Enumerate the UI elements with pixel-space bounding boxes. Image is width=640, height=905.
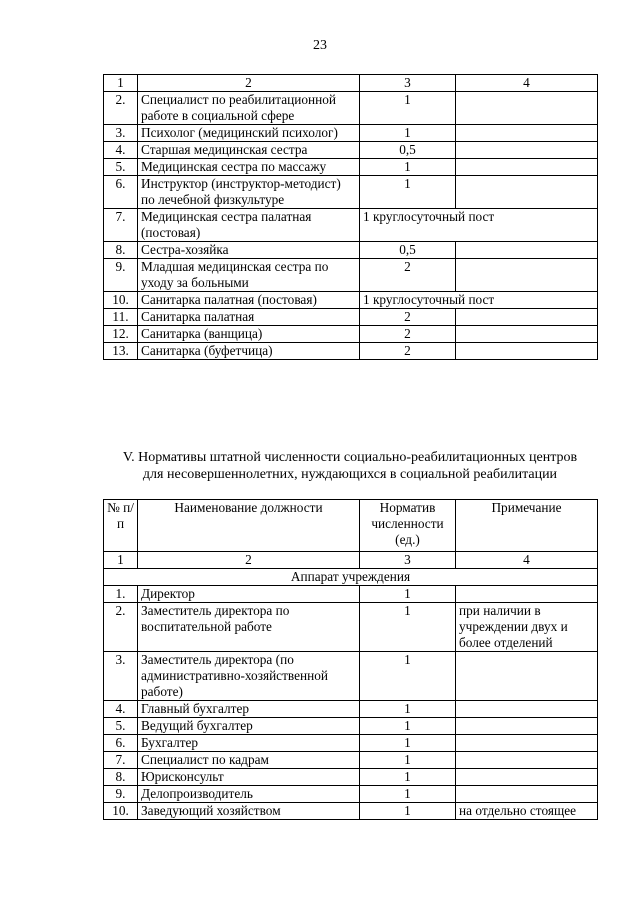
table-row: [104, 652, 598, 701]
position-name: Заведующий хозяйством: [138, 803, 360, 820]
table2-group-row: [104, 569, 598, 586]
table-row: [104, 718, 598, 735]
row-number: 10.: [104, 292, 138, 309]
note: на отдельно стоящее: [456, 803, 598, 820]
table2-header-norm: Норматив численности (ед.): [360, 500, 456, 552]
row-number: 12.: [104, 326, 138, 343]
table2-col-1: 1: [104, 552, 138, 569]
staff-norm: 1: [360, 752, 456, 769]
row-number: 3.: [104, 652, 138, 701]
table-row: [104, 176, 598, 209]
note: [456, 769, 598, 786]
table-row: [104, 142, 598, 159]
table-row: [104, 326, 598, 343]
position-name: Младшая медицинская сестра по уходу за больными: [138, 259, 360, 292]
table2-body: [104, 500, 598, 820]
note: [456, 735, 598, 752]
note: [456, 718, 598, 735]
position-name: Заместитель директора (по административно-хозяйственной работе): [138, 652, 360, 701]
table1-col-3: 3: [360, 75, 456, 92]
table1-col-2: 2: [138, 75, 360, 92]
table2-col-2: 2: [138, 552, 360, 569]
staff-norm: 1: [360, 803, 456, 820]
staff-norm: 1: [360, 769, 456, 786]
position-name: Медицинская сестра по массажу: [138, 159, 360, 176]
position-name: Инструктор (инструктор-методист) по лечебной физкультуре: [138, 176, 360, 209]
table1-col-4: 4: [456, 75, 598, 92]
position-name: Санитарка (ванщица): [138, 326, 360, 343]
position-name: Делопроизводитель: [138, 786, 360, 803]
position-name: Психолог (медицинский психолог): [138, 125, 360, 142]
row-number: 5.: [104, 159, 138, 176]
row-number: 11.: [104, 309, 138, 326]
note: [456, 259, 598, 292]
table2-header-note: Примечание: [456, 500, 598, 552]
group-heading: Аппарат учреждения: [104, 569, 598, 586]
note: [456, 701, 598, 718]
note: [456, 125, 598, 142]
page-number: 23: [313, 38, 327, 53]
note: [456, 326, 598, 343]
staffing-table-continued: [103, 74, 598, 360]
staff-norm: 1: [360, 701, 456, 718]
table-row: [104, 735, 598, 752]
table1-col-1: 1: [104, 75, 138, 92]
merged-norm: 1 круглосуточный пост: [360, 292, 598, 309]
position-name: Медицинская сестра палатная (постовая): [138, 209, 360, 242]
table2-column-numbering: [104, 552, 598, 569]
table-row: [104, 242, 598, 259]
note: [456, 652, 598, 701]
staff-norm: 0,5: [360, 242, 456, 259]
position-name: Специалист по кадрам: [138, 752, 360, 769]
row-number: 7.: [104, 752, 138, 769]
position-name: Санитарка палатная: [138, 309, 360, 326]
row-number: 3.: [104, 125, 138, 142]
table-row: [104, 159, 598, 176]
staff-norm: 2: [360, 259, 456, 292]
position-name: Юрисконсульт: [138, 769, 360, 786]
table-row: [104, 603, 598, 652]
position-name: Ведущий бухгалтер: [138, 718, 360, 735]
row-number: 7.: [104, 209, 138, 242]
staff-norm: 1: [360, 603, 456, 652]
section-heading-line-1: V. Нормативы штатной численности социально-реабилитационных центров: [122, 450, 578, 465]
staff-norm: 1: [360, 652, 456, 701]
note: [456, 752, 598, 769]
row-number: 5.: [104, 718, 138, 735]
table2-col-4: 4: [456, 552, 598, 569]
table-row: [104, 701, 598, 718]
section-heading-line-2: для несовершеннолетних, нуждающихся в социальной реабилитации: [142, 467, 558, 482]
table-row: [104, 803, 598, 820]
note: [456, 159, 598, 176]
staff-norm: 0,5: [360, 142, 456, 159]
staff-norm: 1: [360, 718, 456, 735]
row-number: 1.: [104, 586, 138, 603]
table-row: [104, 769, 598, 786]
position-name: Сестра-хозяйка: [138, 242, 360, 259]
staff-norm: 1: [360, 735, 456, 752]
staff-norm: 2: [360, 326, 456, 343]
note: при наличии в учреждении двух и более отделений: [456, 603, 598, 652]
staff-norm: 1: [360, 159, 456, 176]
position-name: Старшая медицинская сестра: [138, 142, 360, 159]
note: [456, 92, 598, 125]
position-name: Санитарка палатная (постовая): [138, 292, 360, 309]
staff-norm: 1: [360, 92, 456, 125]
table-row: [104, 586, 598, 603]
row-number: 6.: [104, 735, 138, 752]
row-number: 13.: [104, 343, 138, 360]
row-number: 4.: [104, 142, 138, 159]
position-name: Санитарка (буфетчица): [138, 343, 360, 360]
table2-header-row: [104, 500, 598, 552]
table1-body: [104, 75, 598, 360]
position-name: Бухгалтер: [138, 735, 360, 752]
table-row: [104, 209, 598, 242]
table2-header-position: Наименование должности: [138, 500, 360, 552]
note: [456, 242, 598, 259]
table-row: [104, 752, 598, 769]
row-number: 9.: [104, 786, 138, 803]
table-row: [104, 125, 598, 142]
staff-norm: 2: [360, 309, 456, 326]
table-row: [104, 786, 598, 803]
position-name: Директор: [138, 586, 360, 603]
table-row: [104, 92, 598, 125]
position-name: Заместитель директора по воспитательной работе: [138, 603, 360, 652]
row-number: 6.: [104, 176, 138, 209]
note: [456, 343, 598, 360]
table-row: [104, 259, 598, 292]
staff-norm: 1: [360, 125, 456, 142]
row-number: 9.: [104, 259, 138, 292]
staffing-norms-table: [103, 499, 598, 820]
section-heading: [103, 449, 597, 483]
row-number: 4.: [104, 701, 138, 718]
table1-column-numbering: [104, 75, 598, 92]
position-name: Специалист по реабилитационной работе в социальной сфере: [138, 92, 360, 125]
table2-header-number: № п/п: [104, 500, 138, 552]
table-row: [104, 309, 598, 326]
table-row: [104, 343, 598, 360]
position-name: Главный бухгалтер: [138, 701, 360, 718]
row-number: 2.: [104, 603, 138, 652]
staff-norm: 1: [360, 586, 456, 603]
note: [456, 176, 598, 209]
table2-col-3: 3: [360, 552, 456, 569]
note: [456, 586, 598, 603]
row-number: 2.: [104, 92, 138, 125]
staff-norm: 1: [360, 176, 456, 209]
table-row: [104, 292, 598, 309]
note: [456, 786, 598, 803]
note: [456, 309, 598, 326]
row-number: 8.: [104, 769, 138, 786]
row-number: 8.: [104, 242, 138, 259]
staff-norm: 2: [360, 343, 456, 360]
note: [456, 142, 598, 159]
row-number: 10.: [104, 803, 138, 820]
staff-norm: 1: [360, 786, 456, 803]
merged-norm: 1 круглосуточный пост: [360, 209, 598, 242]
